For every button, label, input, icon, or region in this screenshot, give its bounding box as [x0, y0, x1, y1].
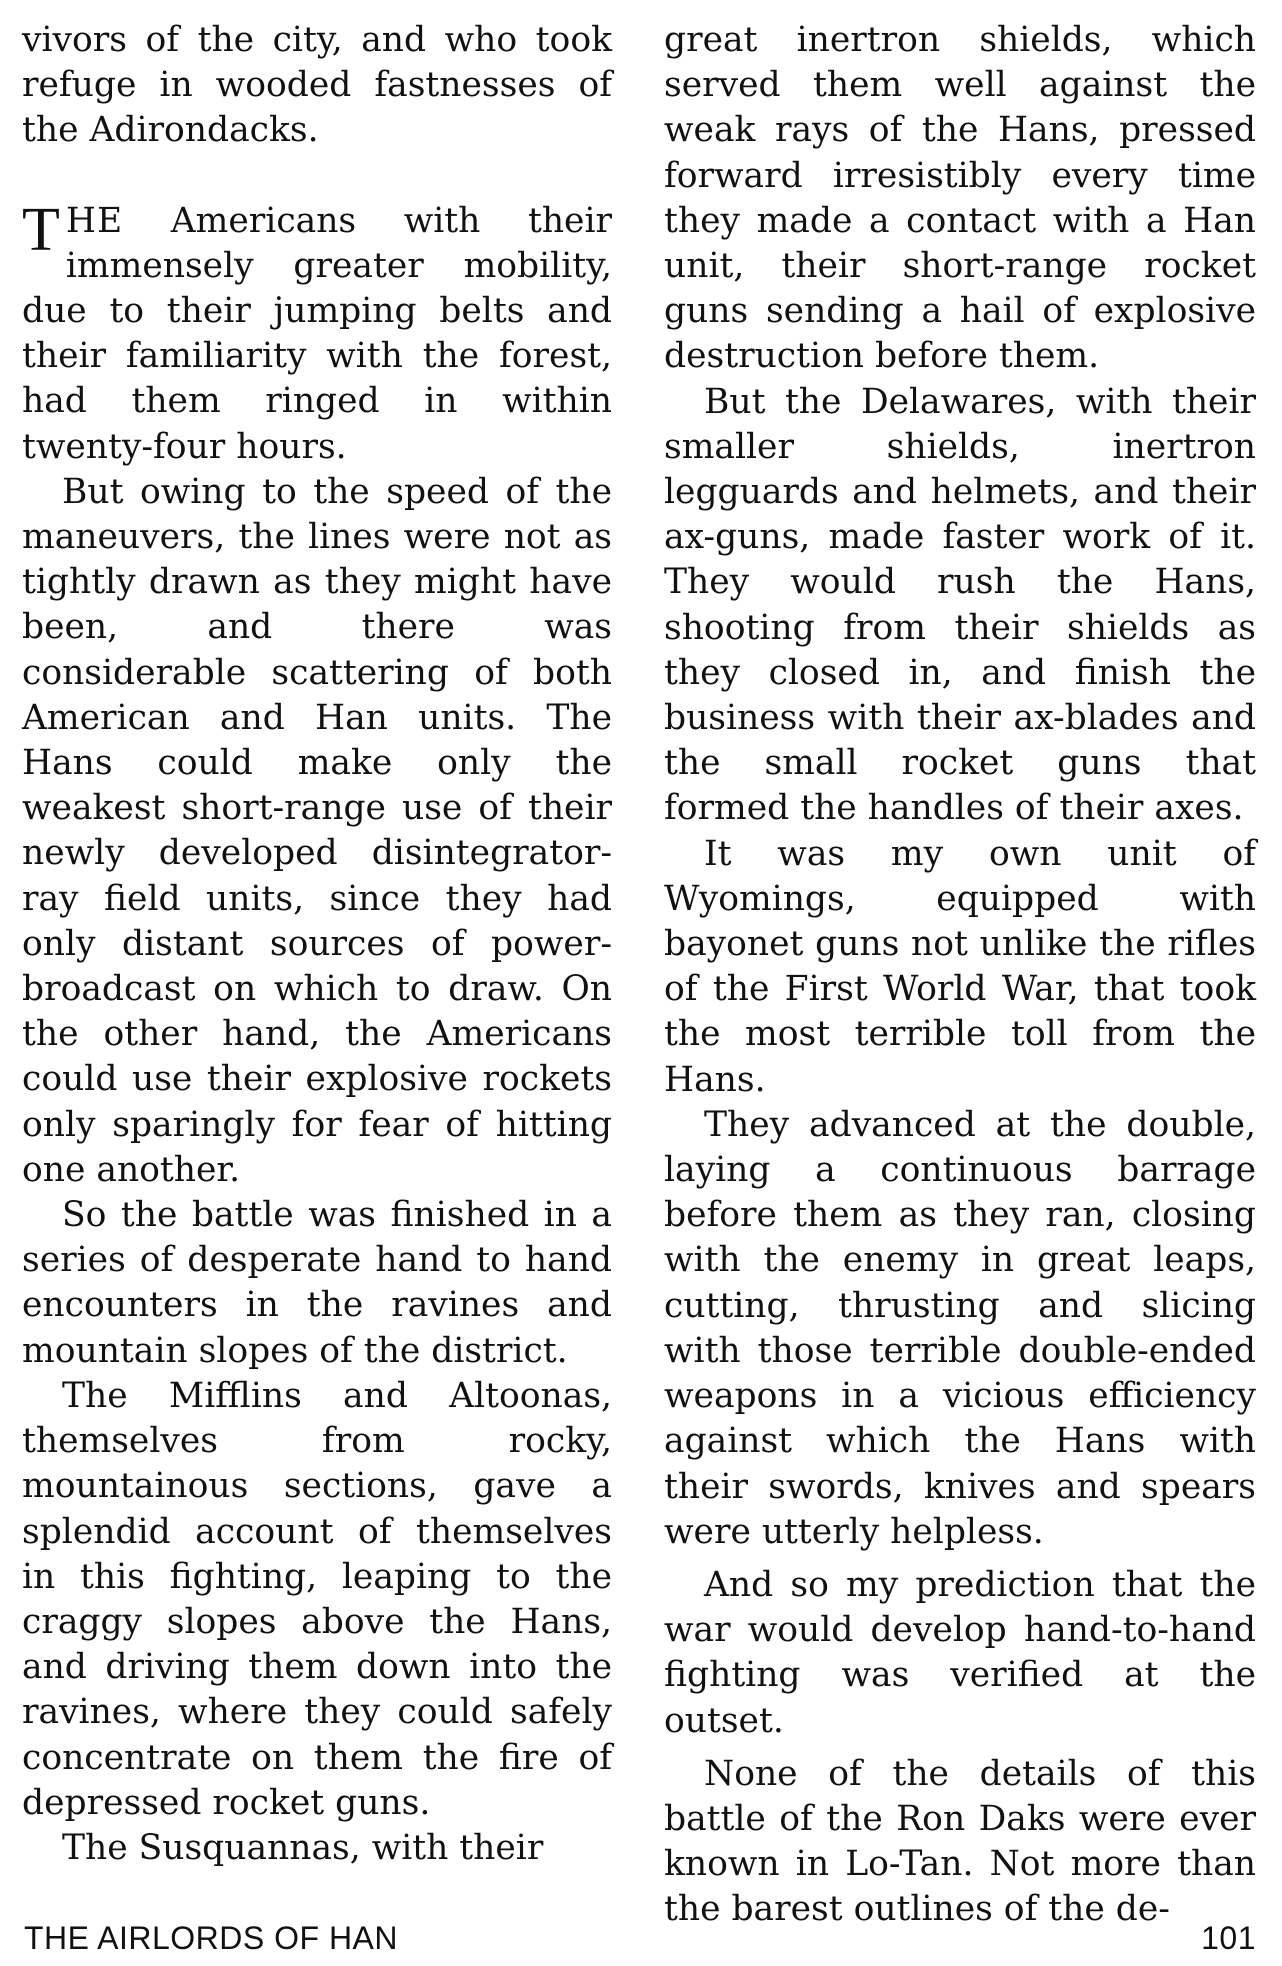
paragraph: The Susquannas, with their [62, 1827, 544, 1868]
paragraph: And so my prediction that the war would develop hand-to-hand fighting was verified at the outset. [664, 1564, 1256, 1741]
paragraph: None of the details of this battle of the Ron Daks were ever known in Lo-Tan. Not more than the barest outlines of the de- [664, 1753, 1256, 1930]
paragraph-text: Americans with their immensely greater mobility, due to their jumping belts and their familiarity with the forest, had them ringed in within twenty-four hours. [22, 200, 612, 467]
left-column [22, 18, 612, 1871]
section-opening-paragraph [22, 195, 612, 470]
drop-cap: T [22, 195, 60, 264]
paragraph: great inertron shields, which served them well against the weak rays of the Hans, pressed forward irresistibly every time they made a contact with a Han unit, their short-range rocket guns sending a hail of explosive destruction before them. [664, 20, 1256, 377]
page-number: 101 [1201, 1920, 1256, 1956]
lead-in-caps: HE [65, 200, 124, 241]
paragraph: But owing to the speed of the maneuvers, the lines were not as tightly drawn as they might have been, and there was considerable scattering of both American and Han units. The Hans could make only the weakest short-range use of their newly developed disintegrator-ray field units, since they had only distant sources of power-broadcast on which to draw. On the other hand, the Americans could use their explosive rockets only sparingly for fear of hitting one another. [22, 471, 612, 1190]
paragraph: But the Delawares, with their smaller shields, inertron legguards and helmets, and their ax-guns, made faster work of it. They would rush the Hans, shooting from their shields as they closed in, and finish the business with their ax-blades and the small rocket guns that formed the handles of their axes. [664, 381, 1256, 829]
paragraph: It was my own unit of Wyomings, equipped with bayonet guns not unlike the rifles of the First World War, that took the most terrible toll from the Hans. [664, 833, 1256, 1100]
paragraph: The Mifflins and Altoonas, themselves from rocky, mountainous sections, gave a splendid account of themselves in this fighting, leaping to the craggy slopes above the Hans, and driving them down into the ravines, where they could safely concentrate on them the fire of depressed rocket guns. [22, 1375, 612, 1823]
page-footer [24, 1920, 1256, 1960]
paragraph: vivors of the city, and who took refuge in wooded fastnesses of the Adirondacks. [22, 20, 612, 151]
paragraph: They advanced at the double, laying a continuous barrage before them as they ran, closing with the enemy in great leaps, cutting, thrusting and slicing with those terrible double-ended weapons in a vicious efficiency against which the Hans with their swords, knives and spears were utterly helpless. [664, 1104, 1256, 1552]
right-column [664, 18, 1256, 1933]
running-title: THE AIRLORDS OF HAN [24, 1920, 398, 1956]
paragraph: So the battle was finished in a series of desperate hand to hand encounters in the ravines and mountain slopes of the district. [22, 1195, 612, 1371]
